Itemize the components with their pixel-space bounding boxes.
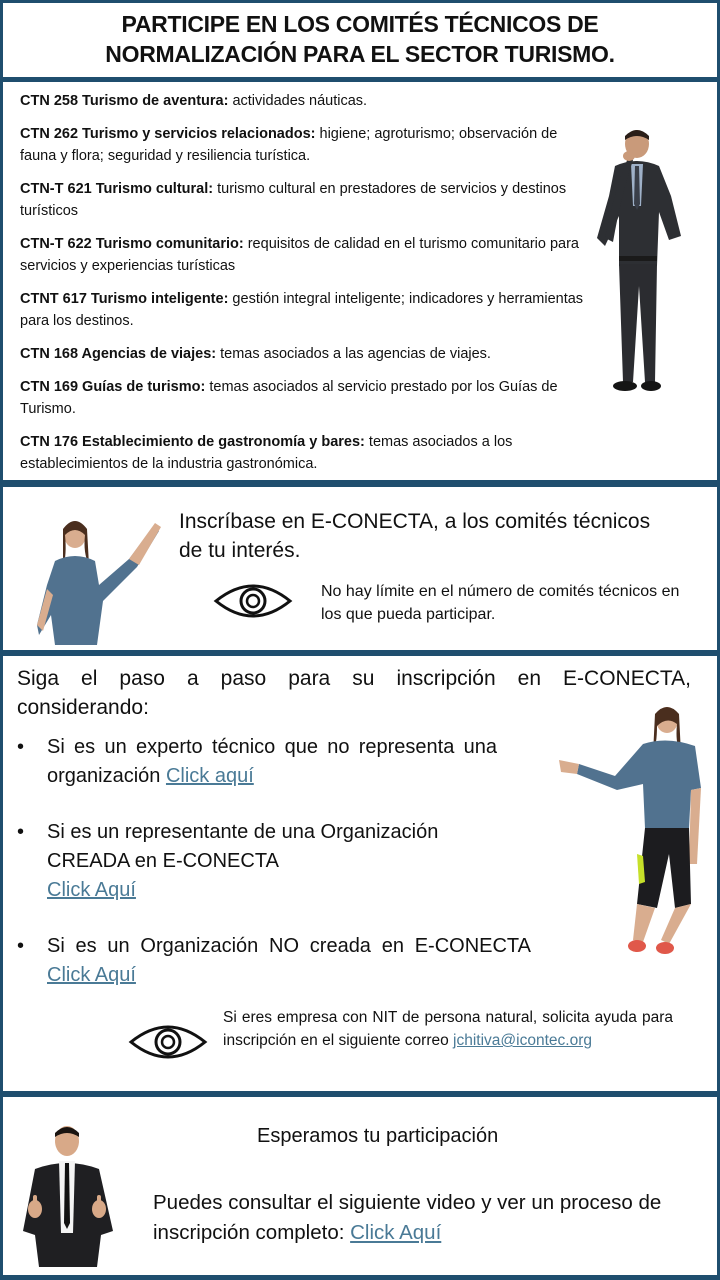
email-link[interactable]: jchitiva@icontec.org (453, 1032, 592, 1049)
committee-item (20, 376, 585, 420)
committee-code: CTN-T 621 Turismo cultural: (20, 181, 214, 197)
presenting-woman-image (557, 704, 707, 970)
bullet-text: Si es un experto técnico que no representa una organización Click aquí (47, 736, 497, 787)
bullet-dot: • (17, 736, 25, 758)
steps-panel (3, 656, 717, 1091)
bullet-dot: • (17, 935, 25, 957)
final-body: Puedes consultar el siguiente video y ver un proceso de inscripción completo: Click Aquí (153, 1191, 662, 1244)
created-org-click-link[interactable]: Click Aquí (47, 879, 136, 901)
eye-icon (128, 1020, 208, 1069)
committee-desc: temas asociados al servicio prestado por los Guías de Turismo. (20, 379, 558, 417)
committee-desc: requisitos de calidad en el turismo comunitario para servicios y experiencias turísticas (20, 236, 579, 274)
thumbs-up-man-image (21, 1123, 121, 1267)
committees-panel (3, 82, 717, 480)
committee-code: CTN 258 Turismo de aventura: (20, 93, 229, 109)
committee-code: CTN 169 Guías de turismo: (20, 379, 206, 395)
steps-note: Si eres empresa con NIT de persona natural, solicita ayuda para inscripción en el siguiente correo jchitiva@icontec.org (223, 1009, 673, 1049)
committee-item (20, 233, 585, 277)
committee-item (20, 123, 585, 167)
committee-desc: temas asociados a las agencias de viajes. (216, 346, 491, 362)
committee-item (20, 343, 585, 365)
committee-desc: actividades náuticas. (228, 93, 368, 109)
eye-icon (213, 579, 293, 628)
pointing-woman-image (33, 505, 163, 645)
bullet-text: Si es un Organización NO creada en E-CONECTA Click Aquí (47, 935, 531, 986)
committee-item (20, 90, 585, 112)
expert-click-link[interactable]: Click aquí (165, 765, 254, 787)
new-org-click-link[interactable]: Click Aquí (47, 964, 136, 986)
committee-code: CTN 168 Agencias de viajes: (20, 346, 217, 362)
step-bullet-expert (17, 733, 497, 791)
enroll-panel (3, 487, 717, 650)
thinking-businessman-image (585, 126, 707, 394)
step-bullet-new-org (17, 932, 531, 990)
video-click-link[interactable]: Click Aquí (350, 1221, 442, 1244)
committee-desc: temas asociados a los establecimientos de la industria gastronómica. (20, 434, 513, 472)
bullet-text: Si es un representante de una Organización CREADA en E-CONECTA Click Aquí (47, 821, 439, 901)
committee-item (20, 431, 585, 475)
committee-code: CTN 262 Turismo y servicios relacionados: (20, 126, 316, 142)
committee-desc: turismo cultural en prestadores de servicios y destinos turísticos (20, 181, 567, 219)
committee-code: CTNT 617 Turismo inteligente: (20, 291, 229, 307)
enroll-heading: Inscríbase en E-CONECTA, a los comités técnicos de tu interés. (179, 510, 651, 562)
committee-desc: higiene; agroturismo; observación de fauna y flora; seguridad y resiliencia turística. (20, 126, 558, 164)
committee-desc: gestión integral inteligente; indicadores y herramientas para los destinos. (20, 291, 584, 329)
final-panel (3, 1097, 717, 1275)
steps-intro-line-2: considerando: (17, 696, 149, 719)
title-line-1: PARTICIPE EN LOS COMITÉS TÉCNICOS DE (121, 11, 599, 37)
committee-list (20, 90, 585, 486)
title-panel (3, 3, 717, 77)
steps-intro-line-1: Siga el paso a paso para su inscripción en E-CONECTA, (17, 667, 691, 690)
committee-item (20, 288, 585, 332)
committee-code: CTN 176 Establecimiento de gastronomía y bares: (20, 434, 365, 450)
step-bullet-created-org (17, 818, 477, 905)
title-line-2: NORMALIZACIÓN PARA EL SECTOR TURISMO. (105, 41, 615, 67)
page-title (3, 3, 717, 69)
final-heading: Esperamos tu participación (257, 1125, 499, 1147)
bullet-dot: • (17, 821, 25, 843)
committee-item (20, 178, 585, 222)
enroll-note: No hay límite en el número de comités técnicos en los que pueda participar. (321, 583, 680, 623)
committee-code: CTN-T 622 Turismo comunitario: (20, 236, 244, 252)
